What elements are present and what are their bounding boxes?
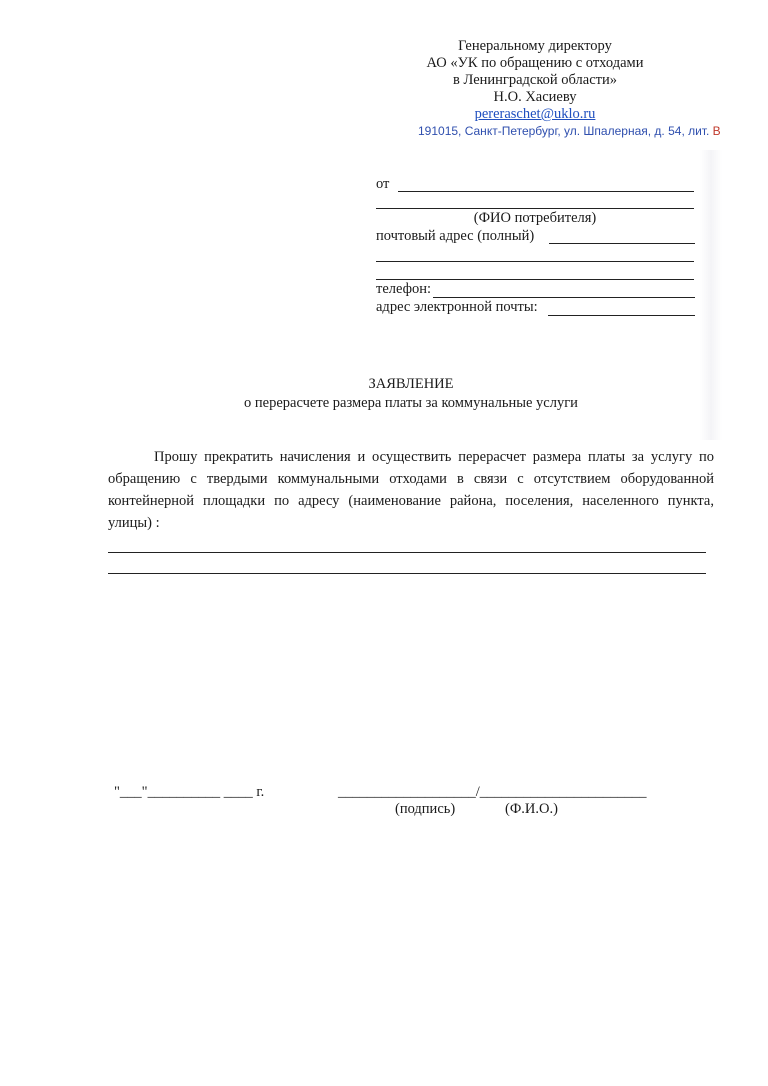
recipient-block (380, 38, 690, 123)
fio-signature-caption: (Ф.И.О.) (505, 801, 558, 817)
recipient-address (418, 124, 721, 138)
postal-address-line-3[interactable] (376, 279, 694, 280)
recipient-line-1: Генеральному директору (458, 38, 612, 54)
date-field[interactable]: "___"__________ ____ г. (114, 784, 265, 800)
document-title: ЗАЯВЛЕНИЕ (368, 376, 454, 392)
address-fill-line-1[interactable] (108, 552, 706, 553)
recipient-line-3: в Ленинградской области» (452, 72, 618, 88)
postal-address-fill-line[interactable] (549, 243, 695, 244)
signature-field[interactable]: ___________________/_______________________ (338, 784, 647, 800)
email-fill-line[interactable] (548, 315, 695, 316)
from-label: от (376, 176, 390, 192)
postal-address-label: почтовый адрес (полный) (376, 228, 535, 244)
address-fill-line-2[interactable] (108, 573, 706, 574)
from-fill-line[interactable] (398, 191, 694, 192)
recipient-email-link[interactable]: pereraschet@uklo.ru (474, 106, 596, 122)
fio-fill-line[interactable] (376, 208, 694, 209)
recipient-address-main: 191015, Санкт-Петербург, ул. Шпалерная, д. 54, лит. (418, 124, 713, 138)
request-paragraph: Прошу прекратить начисления и осуществить перерасчет размера платы за услугу по обращению с твердыми коммунальными отходами в связи с отсутствием оборудованной контейнерной площадки по адресу (наименование района, поселения, населенного пункта, улицы) : (108, 449, 714, 531)
postal-address-line-2[interactable] (376, 261, 694, 262)
document-subtitle: о перерасчете размера платы за коммунальные услуги (244, 395, 578, 411)
phone-fill-line[interactable] (433, 297, 695, 298)
fio-caption: (ФИО потребителя) (473, 210, 597, 226)
signature-caption: (подпись) (395, 801, 456, 817)
recipient-line-2: АО «УК по обращению с отходами (426, 55, 644, 71)
recipient-name: Н.О. Хасиеву (493, 89, 577, 105)
email-label: адрес электронной почты: (376, 299, 538, 315)
recipient-address-letter: В (712, 124, 721, 138)
phone-label: телефон: (376, 281, 432, 297)
